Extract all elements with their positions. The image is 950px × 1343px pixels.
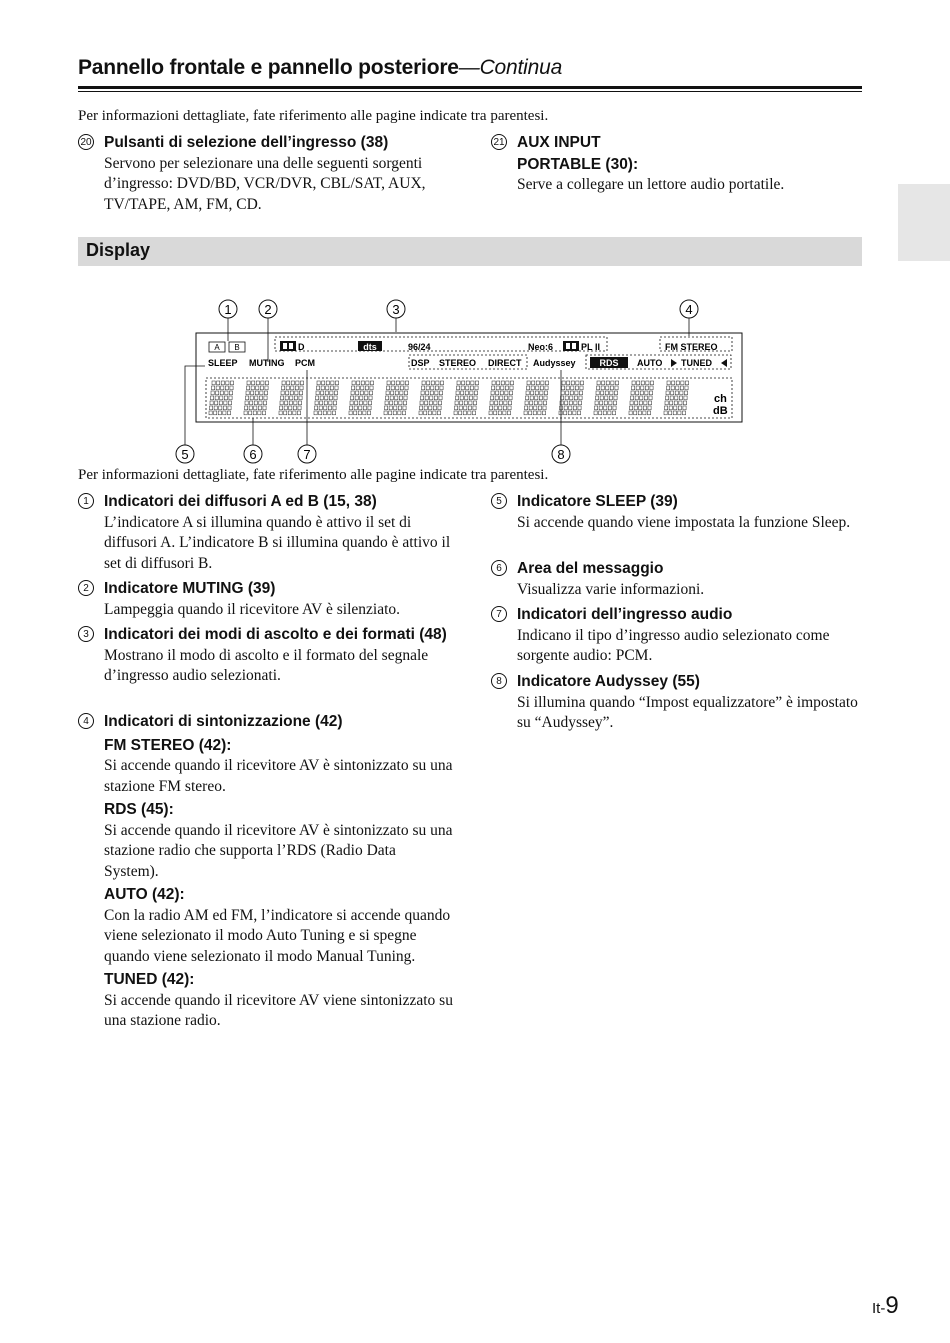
- item-heading: Indicatori dell’ingresso audio: [517, 606, 733, 623]
- item-number: 1: [78, 493, 94, 509]
- pcm-indicator: PCM: [295, 358, 315, 368]
- message-character-cell: [419, 381, 444, 415]
- message-character-cell: [244, 381, 269, 415]
- message-character-cell: [489, 381, 514, 415]
- rds-indicator: [590, 357, 628, 368]
- intro-text-top: Per informazioni dettagliate, fate riferimento alle pagine indicate tra parentesi.: [78, 108, 549, 124]
- ch-indicator: ch: [714, 393, 727, 405]
- tuned-left-arrow-icon: [671, 359, 677, 367]
- item-speaker-indicators: [78, 492, 453, 574]
- svg-text:8: 8: [557, 447, 565, 462]
- svg-text:5: 5: [181, 447, 189, 462]
- svg-text:4: 4: [685, 302, 693, 317]
- item-listening-mode-indicators: [78, 625, 453, 687]
- auto-indicator: AUTO: [637, 358, 663, 368]
- page-title: Pannello frontale e pannello posteriore—Continua: [78, 56, 563, 79]
- item-number: 4: [78, 713, 94, 729]
- svg-text:dts: dts: [363, 342, 377, 352]
- item-subheading-auto: AUTO (42):: [104, 886, 185, 903]
- svg-text:3: 3: [392, 302, 400, 317]
- svg-text:6: 6: [249, 447, 257, 462]
- display-frame: [196, 333, 742, 422]
- message-character-cell: [314, 381, 339, 415]
- item-audyssey-indicator: [491, 672, 862, 734]
- audyssey-indicator: Audyssey: [533, 358, 576, 368]
- direct-indicator: DIRECT: [488, 358, 522, 368]
- item-audio-input-indicators: [491, 605, 862, 667]
- muting-indicator: MUTING: [249, 358, 285, 368]
- message-character-cell: [629, 381, 654, 415]
- svg-text:D: D: [298, 342, 305, 352]
- callout-5: [176, 445, 194, 463]
- tuned-right-arrow-icon: [721, 359, 727, 367]
- item-body: Servono per selezionare una delle seguenti sorgenti d’ingresso: DVD/BD, VCR/DVR, CBL/SAT, AUX, TV/TAPE, AM, FM, CD.: [104, 154, 426, 213]
- item-subheading-tuned: TUNED (42):: [104, 971, 195, 988]
- speaker-b-indicator: [229, 342, 245, 352]
- callout-7: [298, 445, 316, 463]
- item-number: 6: [491, 560, 507, 576]
- item-heading: Indicatore SLEEP (39): [517, 493, 678, 510]
- message-character-cell: [594, 381, 619, 415]
- db-indicator: dB: [713, 405, 728, 417]
- item-subheading-rds: RDS (45):: [104, 801, 174, 818]
- message-character-cell: [279, 381, 304, 415]
- svg-text:7: 7: [303, 447, 311, 462]
- message-character-cell: [454, 381, 479, 415]
- item-body: Si accende quando il ricevitore AV è sintonizzato su una stazione radio che supporta l’RDS (Radio Data System).: [104, 821, 453, 880]
- message-character-cell: [209, 381, 234, 415]
- callout-8: [552, 445, 570, 463]
- item-number: 7: [491, 606, 507, 622]
- dsp-indicator: DSP: [411, 358, 430, 368]
- item-tuning-indicators: [78, 712, 453, 1032]
- item-subheading-fm-stereo: FM STEREO (42):: [104, 736, 232, 754]
- item-body: Mostrano il modo di ascolto e il formato del segnale d’ingresso audio selezionati.: [104, 646, 429, 684]
- message-character-cell: [349, 381, 374, 415]
- section-title: Display: [86, 240, 151, 260]
- sleep-indicator: SLEEP: [208, 358, 238, 368]
- callout-4: [680, 300, 698, 318]
- intro-text-bottom: Per informazioni dettagliate, fate riferimento alle pagine indicate tra parentesi.: [78, 467, 549, 483]
- svg-text:RDS: RDS: [599, 358, 619, 368]
- callout-3: [387, 300, 405, 318]
- item-heading: Area del messaggio: [517, 560, 664, 577]
- dts-indicator: [358, 341, 382, 352]
- dolby-digital-indicator: [280, 341, 305, 352]
- message-area: [209, 381, 689, 415]
- stereo-indicator: STEREO: [439, 358, 477, 368]
- item-message-area: [491, 559, 862, 600]
- neo6-indicator: Neo:6: [528, 342, 554, 352]
- item-body: Serve a collegare un lettore audio portatile.: [517, 176, 785, 193]
- item-body: Lampeggia quando il ricevitore AV è silenziato.: [104, 600, 400, 618]
- page-number: It-9: [872, 1292, 899, 1319]
- item-body: L’indicatore A si illumina quando è attivo il set di diffusori A. L’indicatore B si illumina quando è attivo il set di diffusori B.: [104, 513, 451, 572]
- rate-indicator: 96/24: [408, 342, 431, 352]
- message-character-cell: [664, 381, 689, 415]
- item-body: Indicano il tipo d’ingresso audio selezionato come sorgente audio: PCM.: [517, 626, 830, 664]
- item-heading: Indicatori di sintonizzazione (42): [104, 713, 343, 730]
- message-character-cell: [524, 381, 549, 415]
- svg-text:II: II: [595, 342, 601, 352]
- callout-6: [244, 445, 262, 463]
- item-heading: Indicatori dei modi di ascolto e dei formati (48): [104, 626, 447, 643]
- svg-text:B: B: [234, 343, 240, 352]
- item-number: 5: [491, 493, 507, 509]
- callout-1: [219, 300, 237, 318]
- pl2-indicator: [563, 341, 600, 352]
- item-number: 20: [78, 134, 94, 150]
- svg-text:1: 1: [224, 302, 232, 317]
- item-number: 8: [491, 673, 507, 689]
- svg-text:PL: PL: [581, 342, 593, 352]
- callout-2: [259, 300, 277, 318]
- item-body: Si accende quando il ricevitore AV viene sintonizzato su una stazione radio.: [104, 991, 453, 1029]
- svg-text:A: A: [214, 343, 220, 352]
- item-heading: Pulsanti di selezione dell’ingresso (38): [104, 134, 389, 151]
- speaker-a-indicator: [209, 342, 225, 352]
- item-body: Si illumina quando “Impost equalizzatore” è impostato su “Audyssey”.: [517, 693, 858, 731]
- item-heading: Indicatore Audyssey (55): [517, 673, 700, 690]
- item-muting-indicator: [78, 579, 453, 620]
- item-sleep-indicator: [491, 492, 862, 533]
- svg-text:2: 2: [264, 302, 272, 317]
- continued-label: —Continua: [458, 56, 563, 79]
- item-subheading: PORTABLE (30):: [517, 155, 639, 173]
- item-heading: Indicatori dei diffusori A ed B (15, 38): [104, 493, 377, 510]
- tuned-indicator: TUNED: [681, 358, 712, 368]
- item-body: Si accende quando il ricevitore AV è sintonizzato su una stazione FM stereo.: [104, 757, 453, 795]
- item-body: Si accende quando viene impostata la funzione Sleep.: [517, 513, 851, 531]
- item-number: 21: [491, 134, 507, 150]
- message-character-cell: [384, 381, 409, 415]
- message-character-cell: [559, 381, 584, 415]
- item-number: 3: [78, 626, 94, 642]
- display-diagram: [0, 0, 950, 475]
- item-heading: AUX INPUT: [517, 134, 601, 151]
- item-heading: Indicatore MUTING (39): [104, 580, 276, 597]
- item-body: Con la radio AM ed FM, l’indicatore si accende quando viene selezionato il modo Auto Tuning e si spegne quando viene selezionato il modo Manual Tuning.: [104, 906, 451, 965]
- item-body: Visualizza varie informazioni.: [517, 580, 705, 598]
- item-number: 2: [78, 580, 94, 596]
- fm-stereo-indicator: FM STEREO: [665, 342, 718, 352]
